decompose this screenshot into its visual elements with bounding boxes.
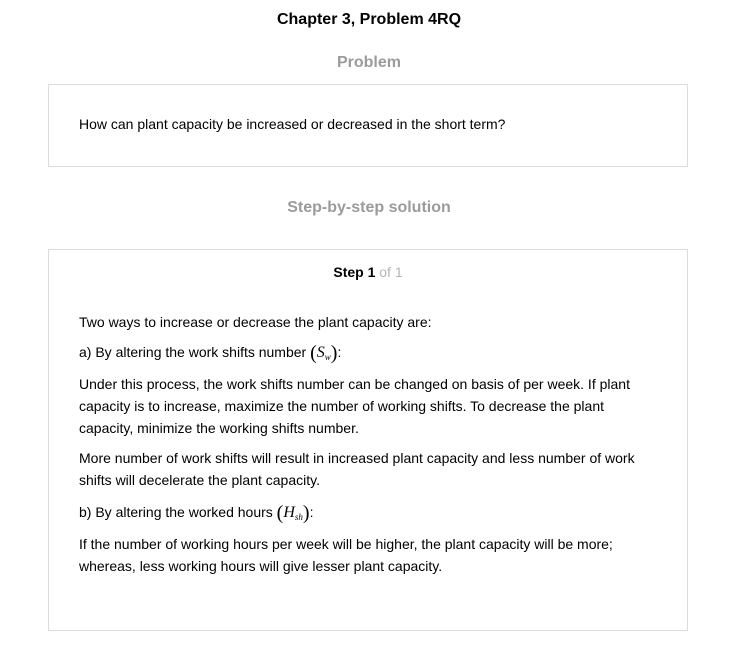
item-b-colon: : [309, 504, 314, 520]
item-b-paragraph-1: If the number of working hours per week will be higher, the plant capacity will be more; whereas, less working hours will give lesser plant capacity. [79, 536, 613, 574]
item-b-label: b) By altering the worked hours [79, 504, 277, 520]
problem-heading: Problem [336, 54, 401, 71]
solution-card [48, 249, 688, 631]
item-a-colon: : [337, 344, 342, 360]
problem-card [48, 84, 688, 167]
problem-text: How can plant capacity be increased or decreased in the short term? [79, 116, 506, 132]
step-counter [49, 264, 687, 280]
item-a-label: a) By altering the work shifts number [79, 344, 311, 360]
work-shifts-symbol: $(S_w)$ [310, 342, 338, 364]
solution-heading: Step-by-step solution [287, 199, 451, 216]
chapter-title: Chapter 3, Problem 4RQ [276, 11, 462, 28]
worked-hours-symbol: $(H_{sh})$ [276, 502, 310, 524]
item-b-heading [79, 501, 654, 528]
item-a-heading [79, 341, 654, 368]
solution-intro: Two ways to increase or decrease the plant capacity are: [79, 314, 432, 330]
item-a-paragraph-1: Under this process, the work shifts number can be changed on basis of per week. If plant capacity is to increase, maximize the number of working shifts. To decrease the plant capacity, minimize the working shifts number. [79, 376, 630, 436]
step-number: Step 1 [333, 264, 376, 280]
step-total: of 1 [375, 264, 403, 280]
item-a-paragraph-2: More number of work shifts will result in increased plant capacity and less number of work shifts will decelerate the plant capacity. [79, 450, 635, 488]
